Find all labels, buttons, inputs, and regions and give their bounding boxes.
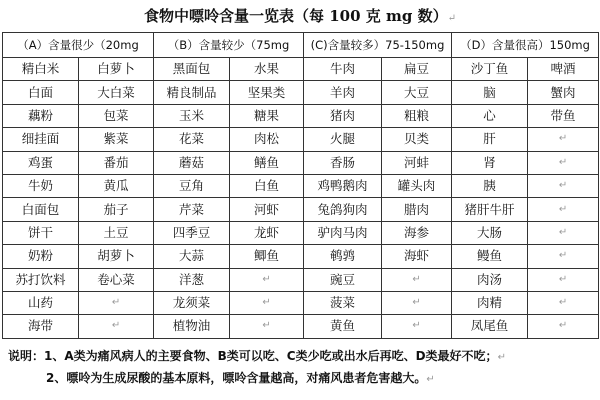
table-cell: 海带: [3, 315, 79, 338]
table-cell: 大肠: [452, 221, 528, 244]
document-title: [0, 4, 600, 28]
table-cell: 精良制品: [154, 81, 230, 104]
table-cell: 白萝卜: [79, 58, 154, 81]
table-cell: 菠菜: [304, 291, 382, 314]
table-cell: 细挂面: [3, 128, 79, 151]
table-cell: 猪肉: [304, 104, 382, 127]
table-cell: 龙虾: [230, 221, 304, 244]
empty-cell: ↵: [528, 221, 599, 244]
empty-cell: ↵: [528, 291, 599, 314]
empty-cell: ↵: [528, 245, 599, 268]
empty-cell: ↵: [230, 291, 304, 314]
table-cell: 香肠: [304, 151, 382, 174]
table-cell: 鹌鹑: [304, 245, 382, 268]
table-cell: 大白菜: [79, 81, 154, 104]
table-row: [3, 104, 599, 127]
table-cell: 山药: [3, 291, 79, 314]
table-cell: 芹菜: [154, 198, 230, 221]
table-cell: 腊肉: [382, 198, 452, 221]
table-cell: 肉汤: [452, 268, 528, 291]
table-cell: 精白米: [3, 58, 79, 81]
table-cell: 河蚌: [382, 151, 452, 174]
table-cell: 番茄: [79, 151, 154, 174]
empty-cell: ↵: [528, 174, 599, 197]
table-cell: 鲫鱼: [230, 245, 304, 268]
table-cell: 水果: [230, 58, 304, 81]
group-header-d: （D）含量很高）150mg: [452, 33, 599, 58]
paragraph-mark: ↵: [497, 352, 506, 363]
empty-cell: ↵: [79, 315, 154, 338]
table-cell: 沙丁鱼: [452, 58, 528, 81]
table-cell: 肉松: [230, 128, 304, 151]
table-cell: 黄鱼: [304, 315, 382, 338]
table-cell: 扁豆: [382, 58, 452, 81]
table-cell: 饼干: [3, 221, 79, 244]
table-cell: 洋葱: [154, 268, 230, 291]
table-cell: 心: [452, 104, 528, 127]
table-cell: 白面: [3, 81, 79, 104]
table-cell: 龙须菜: [154, 291, 230, 314]
table-row: [3, 268, 599, 291]
table-cell: 火腿: [304, 128, 382, 151]
empty-cell: ↵: [528, 315, 599, 338]
group-header-b: （B）含量较少（75mg: [154, 33, 304, 58]
table-row: [3, 221, 599, 244]
table-cell: 苏打饮料: [3, 268, 79, 291]
table-cell: 兔鸽狗肉: [304, 198, 382, 221]
table-row: [3, 151, 599, 174]
note-line-1-text: 说明：1、A类为痛风病人的主要食物、B类可以吃、C类少吃或出水后再吃、D类最好不吃；: [8, 349, 498, 363]
table-cell: 奶粉: [3, 245, 79, 268]
note-line-2: [8, 368, 596, 390]
table-cell: 卷心菜: [79, 268, 154, 291]
group-header-row: [3, 33, 599, 58]
table-cell: 肝: [452, 128, 528, 151]
table-row: [3, 245, 599, 268]
table-cell: 鸡蛋: [3, 151, 79, 174]
table-cell: 茄子: [79, 198, 154, 221]
table-cell: 猪肝牛肝: [452, 198, 528, 221]
empty-cell: ↵: [382, 291, 452, 314]
table-body: [3, 33, 599, 339]
table-cell: 牛肉: [304, 58, 382, 81]
table-cell: 鳝鱼: [230, 151, 304, 174]
empty-cell: ↵: [230, 268, 304, 291]
table-cell: 肾: [452, 151, 528, 174]
empty-cell: ↵: [528, 198, 599, 221]
table-cell: 贝类: [382, 128, 452, 151]
group-header-a: （A）含量很少（20mg: [3, 33, 154, 58]
table-cell: 藕粉: [3, 104, 79, 127]
table-cell: 罐头肉: [382, 174, 452, 197]
table-cell: 牛奶: [3, 174, 79, 197]
table-cell: 羊肉: [304, 81, 382, 104]
table-cell: 植物油: [154, 315, 230, 338]
empty-cell: ↵: [528, 151, 599, 174]
table-row: [3, 198, 599, 221]
table-row: [3, 315, 599, 338]
table-cell: 四季豆: [154, 221, 230, 244]
table-cell: 白鱼: [230, 174, 304, 197]
paragraph-mark: ↵: [426, 374, 435, 385]
empty-cell: ↵: [528, 268, 599, 291]
table-cell: 豆角: [154, 174, 230, 197]
table-row: [3, 81, 599, 104]
table-cell: 黄瓜: [79, 174, 154, 197]
empty-cell: ↵: [230, 315, 304, 338]
group-header-c: (C)含量较多）75-150mg: [304, 33, 452, 58]
table-cell: 土豆: [79, 221, 154, 244]
table-cell: 肉精: [452, 291, 528, 314]
table-cell: 胡萝卜: [79, 245, 154, 268]
table-cell: 包菜: [79, 104, 154, 127]
table-cell: 白面包: [3, 198, 79, 221]
title-text: 食物中嘌呤含量一览表（每 100 克 mg 数）: [144, 7, 448, 25]
table-cell: 粗粮: [382, 104, 452, 127]
table-row: [3, 174, 599, 197]
empty-cell: ↵: [382, 315, 452, 338]
table-cell: 黑面包: [154, 58, 230, 81]
table-cell: 凤尾鱼: [452, 315, 528, 338]
paragraph-mark: ↵: [447, 13, 456, 24]
empty-cell: ↵: [382, 268, 452, 291]
table-cell: 胰: [452, 174, 528, 197]
table-cell: 大豆: [382, 81, 452, 104]
table-cell: 啤酒: [528, 58, 599, 81]
notes: [8, 346, 596, 390]
empty-cell: ↵: [528, 128, 599, 151]
table-cell: 豌豆: [304, 268, 382, 291]
note-line-1: [8, 346, 596, 368]
table-cell: 海虾: [382, 245, 452, 268]
purine-table: [2, 32, 599, 339]
table-cell: 蟹肉: [528, 81, 599, 104]
table-cell: 花菜: [154, 128, 230, 151]
table-cell: 玉米: [154, 104, 230, 127]
table-cell: 驴肉马肉: [304, 221, 382, 244]
table-cell: 海参: [382, 221, 452, 244]
table-cell: 大蒜: [154, 245, 230, 268]
table-cell: 蘑菇: [154, 151, 230, 174]
table-cell: 紫菜: [79, 128, 154, 151]
table-row: [3, 291, 599, 314]
table-cell: 糖果: [230, 104, 304, 127]
table-row: [3, 128, 599, 151]
table-cell: 坚果类: [230, 81, 304, 104]
table-cell: 带鱼: [528, 104, 599, 127]
table-cell: 河虾: [230, 198, 304, 221]
note-line-2-text: 2、嘌呤为生成尿酸的基本原料，嘌呤含量越高，对痛风患者危害越大。: [46, 371, 427, 385]
empty-cell: ↵: [79, 291, 154, 314]
table-row: [3, 58, 599, 81]
table-cell: 鸡鸭鹅肉: [304, 174, 382, 197]
table-cell: 鳗鱼: [452, 245, 528, 268]
table-cell: 脑: [452, 81, 528, 104]
